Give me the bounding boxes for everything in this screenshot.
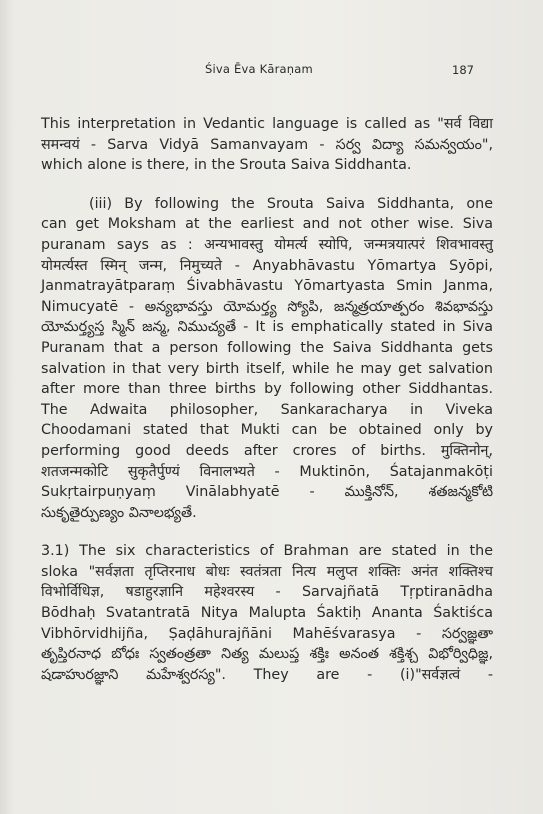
- text-line: शतजन्मकोटि सुकृतैर्पुण्यं विनालभ्यते - Muktinōn, Śatajanmakōṭi: [41, 463, 493, 480]
- text-line: Choodamani stated that Mukti can be obtained only by: [41, 422, 493, 439]
- text-line: salvation in that very birth itself, while he may get salvation: [41, 360, 493, 377]
- text-line: puranam says as : अन्यभावस्तु योमर्त्य स्योपि, जन्मत्रयात्परं शिवभावस्तु: [41, 236, 493, 253]
- page-header: [0, 62, 543, 82]
- text-line: समन्वयं - Sarva Vidyā Samanvayam - సర్వ విద్యా సమన్వయం",: [41, 136, 493, 153]
- text-line: తృప్తిరనాధ బోధః స్వతంత్రతా నిత్య మలుప్త శక్తిః అనంత శక్తిశ్చ విభోర్విధిజ్ఞ,: [41, 646, 493, 663]
- text-line: This interpretation in Vedantic language is called as "सर्व विद्या: [41, 116, 493, 132]
- text-line: योमर्त्यस्त स्मिन् जन्म, निमुच्यते - Anyabhāvastu Yōmartya Syōpi,: [41, 257, 493, 274]
- paragraph-1: [41, 114, 493, 176]
- running-title: Śiva Ēva Kāraṇam: [205, 62, 313, 76]
- text-line: The Adwaita philosopher, Sankaracharya in Viveka: [41, 401, 493, 418]
- text-line: which alone is there, in the Srouta Saiva Siddhanta.: [41, 157, 412, 174]
- text-line: Sukṛtairpuṇyaṃ Vinālabhyatē - ముక్తినోన్, శతజన్మకోటి: [41, 484, 493, 501]
- paragraph-3: [41, 541, 493, 685]
- text-line: 3.1) The six characteristics of Brahman are stated in the: [41, 543, 493, 560]
- text-line: (iii) By following the Srouta Saiva Siddhanta, one: [89, 195, 493, 212]
- text-line: యోమర్త్యస్త స్మిన్ జన్మ, నిముచ్యతే - It is emphatically stated in Siva: [41, 319, 493, 336]
- text-line: after more than three births by following other Siddhantas.: [41, 381, 493, 398]
- text-line: can get Moksham at the earliest and not other wise. Siva: [41, 216, 493, 233]
- text-line: సుకృతైర్పుణ్యం వినాలభ్యతే.: [41, 504, 197, 521]
- text-line: Bōdhaḥ Svatantratā Nitya Malupta Śaktiḥ Ananta Śaktiśca: [41, 605, 493, 622]
- text-line: Vibhōrvidhijña, Ṣaḍāhurajñāni Mahēśvarasya - సర్వజ్ఞతా: [41, 625, 493, 642]
- page-number: 187: [452, 63, 474, 77]
- paragraph-2: [41, 194, 493, 524]
- text-line: sloka "सर्वज्ञता तृप्तिरनाध बोधः स्वतंत्रता नित्य मलुप्त शक्तिः अनंत शक्तिश्च: [41, 563, 493, 580]
- body-text: [41, 114, 493, 685]
- text-line: Nimucyatē - అన్యభావస్తు యోమర్త్య స్యోపి, జన్మత్రయాత్పరం శివభావస్తు: [41, 298, 493, 315]
- text-line: Janmatrayātparaṃ Śivabhāvastu Yōmartyasta Smin Janma,: [41, 278, 493, 295]
- text-line: performing good deeds after crores of births. मुक्तिनोन्,: [41, 442, 493, 459]
- text-line: Puranam that a person following the Saiva Siddhanta gets: [41, 339, 493, 356]
- text-line: विभोर्विधिज्ञ, षडाहुरज्ञानि महेश्वरस्य - Sarvajñatā Tṛptiranādha: [41, 584, 493, 601]
- text-line: షడాహురజ్ఞాని మహేశ్వరస్య". They are - (i)"सर्वज्ञत्वं -: [41, 666, 493, 683]
